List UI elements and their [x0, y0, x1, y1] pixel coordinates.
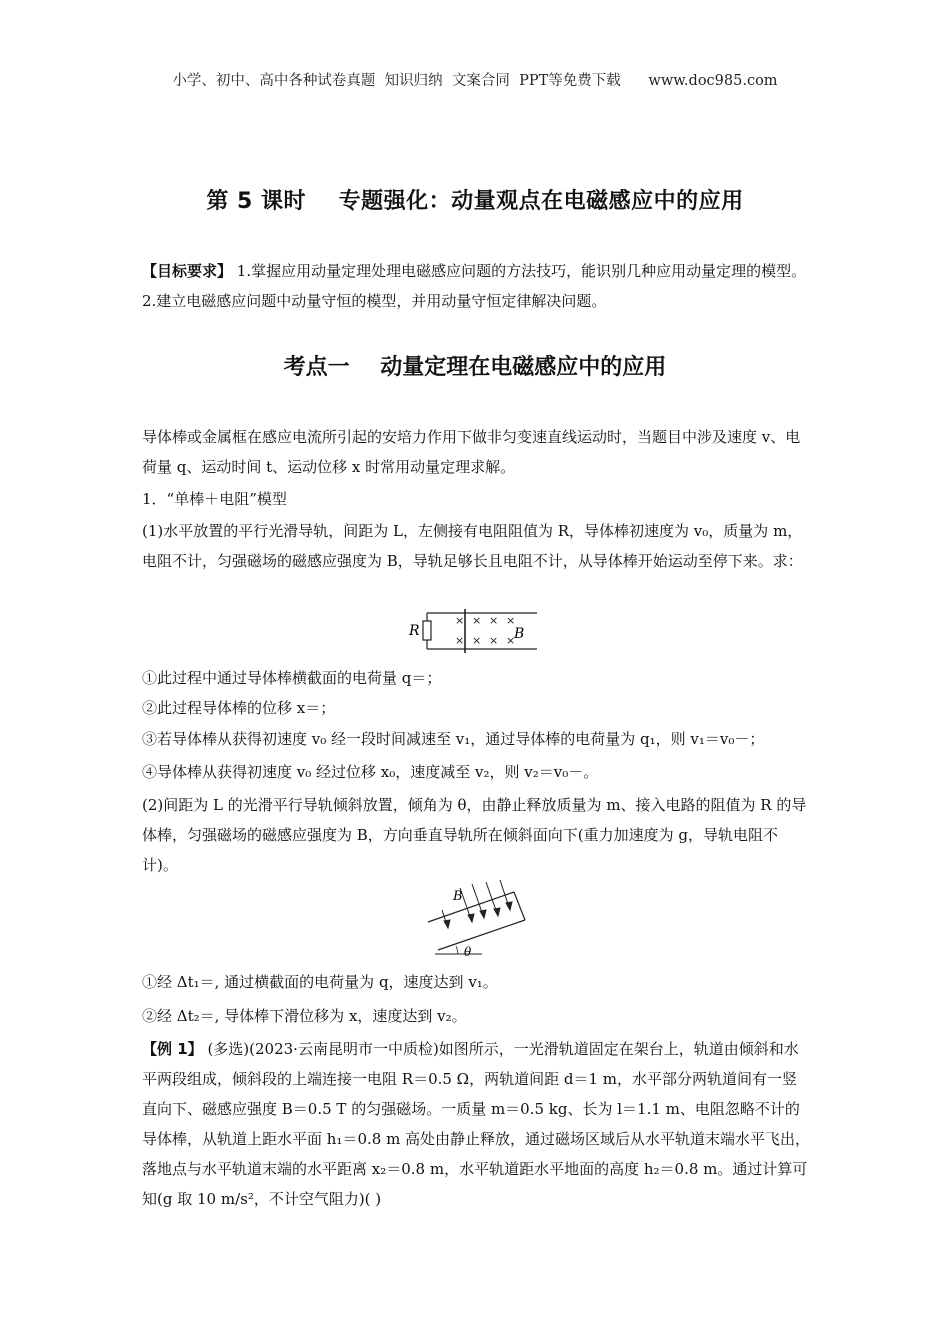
model-1-heading: 1．“单棒＋电阻”模型	[142, 490, 287, 508]
page-header: 小学、初中、高中各种试卷真题 知识归纳 文案合同 PPT等免费下载 www.doc985.com	[172, 73, 778, 89]
q2-item-1: ①经 Δt₁＝, 通过横截面的电荷量为 q，速度达到 v₁。	[142, 973, 498, 991]
field-cross: ×	[489, 614, 499, 627]
field-cross: ×	[455, 634, 465, 647]
field-cross: ×	[472, 634, 482, 647]
section-title: 考点一 动量定理在电磁感应中的应用	[283, 355, 667, 380]
example-1-paragraph	[142, 1034, 812, 1214]
question-1-text: (1)水平放置的平行光滑导轨，间距为 L，左侧接有电阻阻值为 R，导体棒初速度为 v₀，质量为 m，电阻不计，匀强磁场的磁感应强度为 B，导轨足够长且电阻不计，从导体棒开始运动至停下来。求：	[142, 522, 803, 570]
example-label: 【例 1】	[142, 1040, 203, 1058]
goal-text: 1.掌握应用动量定理处理电磁感应问题的方法技巧，能识别几种应用动量定理的模型。2.建立电磁感应问题中动量守恒的模型，并用动量守恒定律解决问题。	[142, 262, 807, 310]
goal-label: 【目标要求】	[142, 262, 233, 280]
example-text: (多选)(2023·云南昆明市一中质检)如图所示，一光滑轨道固定在架台上，轨道由倾斜和水平两段组成，倾斜段的上端连接一电阻 R＝0.5 Ω，两轨道间距 d＝1 m，水平部分两轨道间有一竖直向下、磁感应强度 B＝0.5 T 的匀强磁场。一质量 m＝0.5 kg、长为 l＝1.1 m、电阻忽略不计的导体棒，从轨道上距水平面 h₁＝0.8 m 高处由静止释放，通过磁场区域后从水平轨道末端水平飞出，落地点与水平轨道末端的水平距离 x₂＝0.8 m，水平轨道距水平地面的高度 h₂＝0.8 m。通过计算可知(g 取 10 m/s²，不计空气阻力)( )	[142, 1040, 811, 1208]
field-cross: ×	[472, 614, 482, 627]
fig2-b-label: B	[453, 889, 463, 904]
field-cross: ×	[455, 614, 465, 627]
page-title: 第 5 课时 专题强化：动量观点在电磁感应中的应用	[206, 189, 744, 214]
question-2-text: (2)间距为 L 的光滑平行导轨倾斜放置，倾角为 θ，由静止释放质量为 m、接入电路的阻值为 R 的导体棒，匀强磁场的磁感应强度为 B，方向垂直导轨所在倾斜面向下(重力加速度为 g，导轨电阻不计)。	[142, 796, 807, 874]
q1-item-3: ③若导体棒从获得初速度 v₀ 经一段时间减速至 v₁，通过导体棒的电荷量为 q₁，则 v₁＝v₀－；	[142, 730, 765, 748]
field-cross: ×	[506, 614, 516, 627]
q2-item-2: ②经 Δt₂＝, 导体棒下滑位移为 x，速度达到 v₂。	[142, 1007, 467, 1025]
intro-paragraph: 导体棒或金属框在感应电流所引起的安培力作用下做非匀变速直线运动时，当题目中涉及速度 v、电荷量 q、运动时间 t、运动位移 x 时常用动量定理求解。	[142, 428, 801, 476]
figure-1-horizontal-rails	[405, 608, 545, 656]
fig1-b-label: B	[514, 626, 525, 642]
q1-item-1: ①此过程中通过导体棒横截面的电荷量 q＝；	[142, 669, 442, 687]
fig1-r-label: R	[409, 623, 420, 639]
resistor-symbol	[423, 621, 431, 640]
goal-paragraph	[142, 256, 812, 316]
q1-item-4: ④导体棒从获得初速度 v₀ 经过位移 x₀，速度减至 v₂，则 v₂＝v₀－。	[142, 763, 599, 781]
q1-item-2: ②此过程导体棒的位移 x＝；	[142, 699, 336, 717]
field-cross: ×	[489, 634, 499, 647]
fig2-theta-label: θ	[464, 945, 472, 958]
field-cross: ×	[506, 634, 516, 647]
figure-2-inclined-rails	[420, 880, 540, 958]
